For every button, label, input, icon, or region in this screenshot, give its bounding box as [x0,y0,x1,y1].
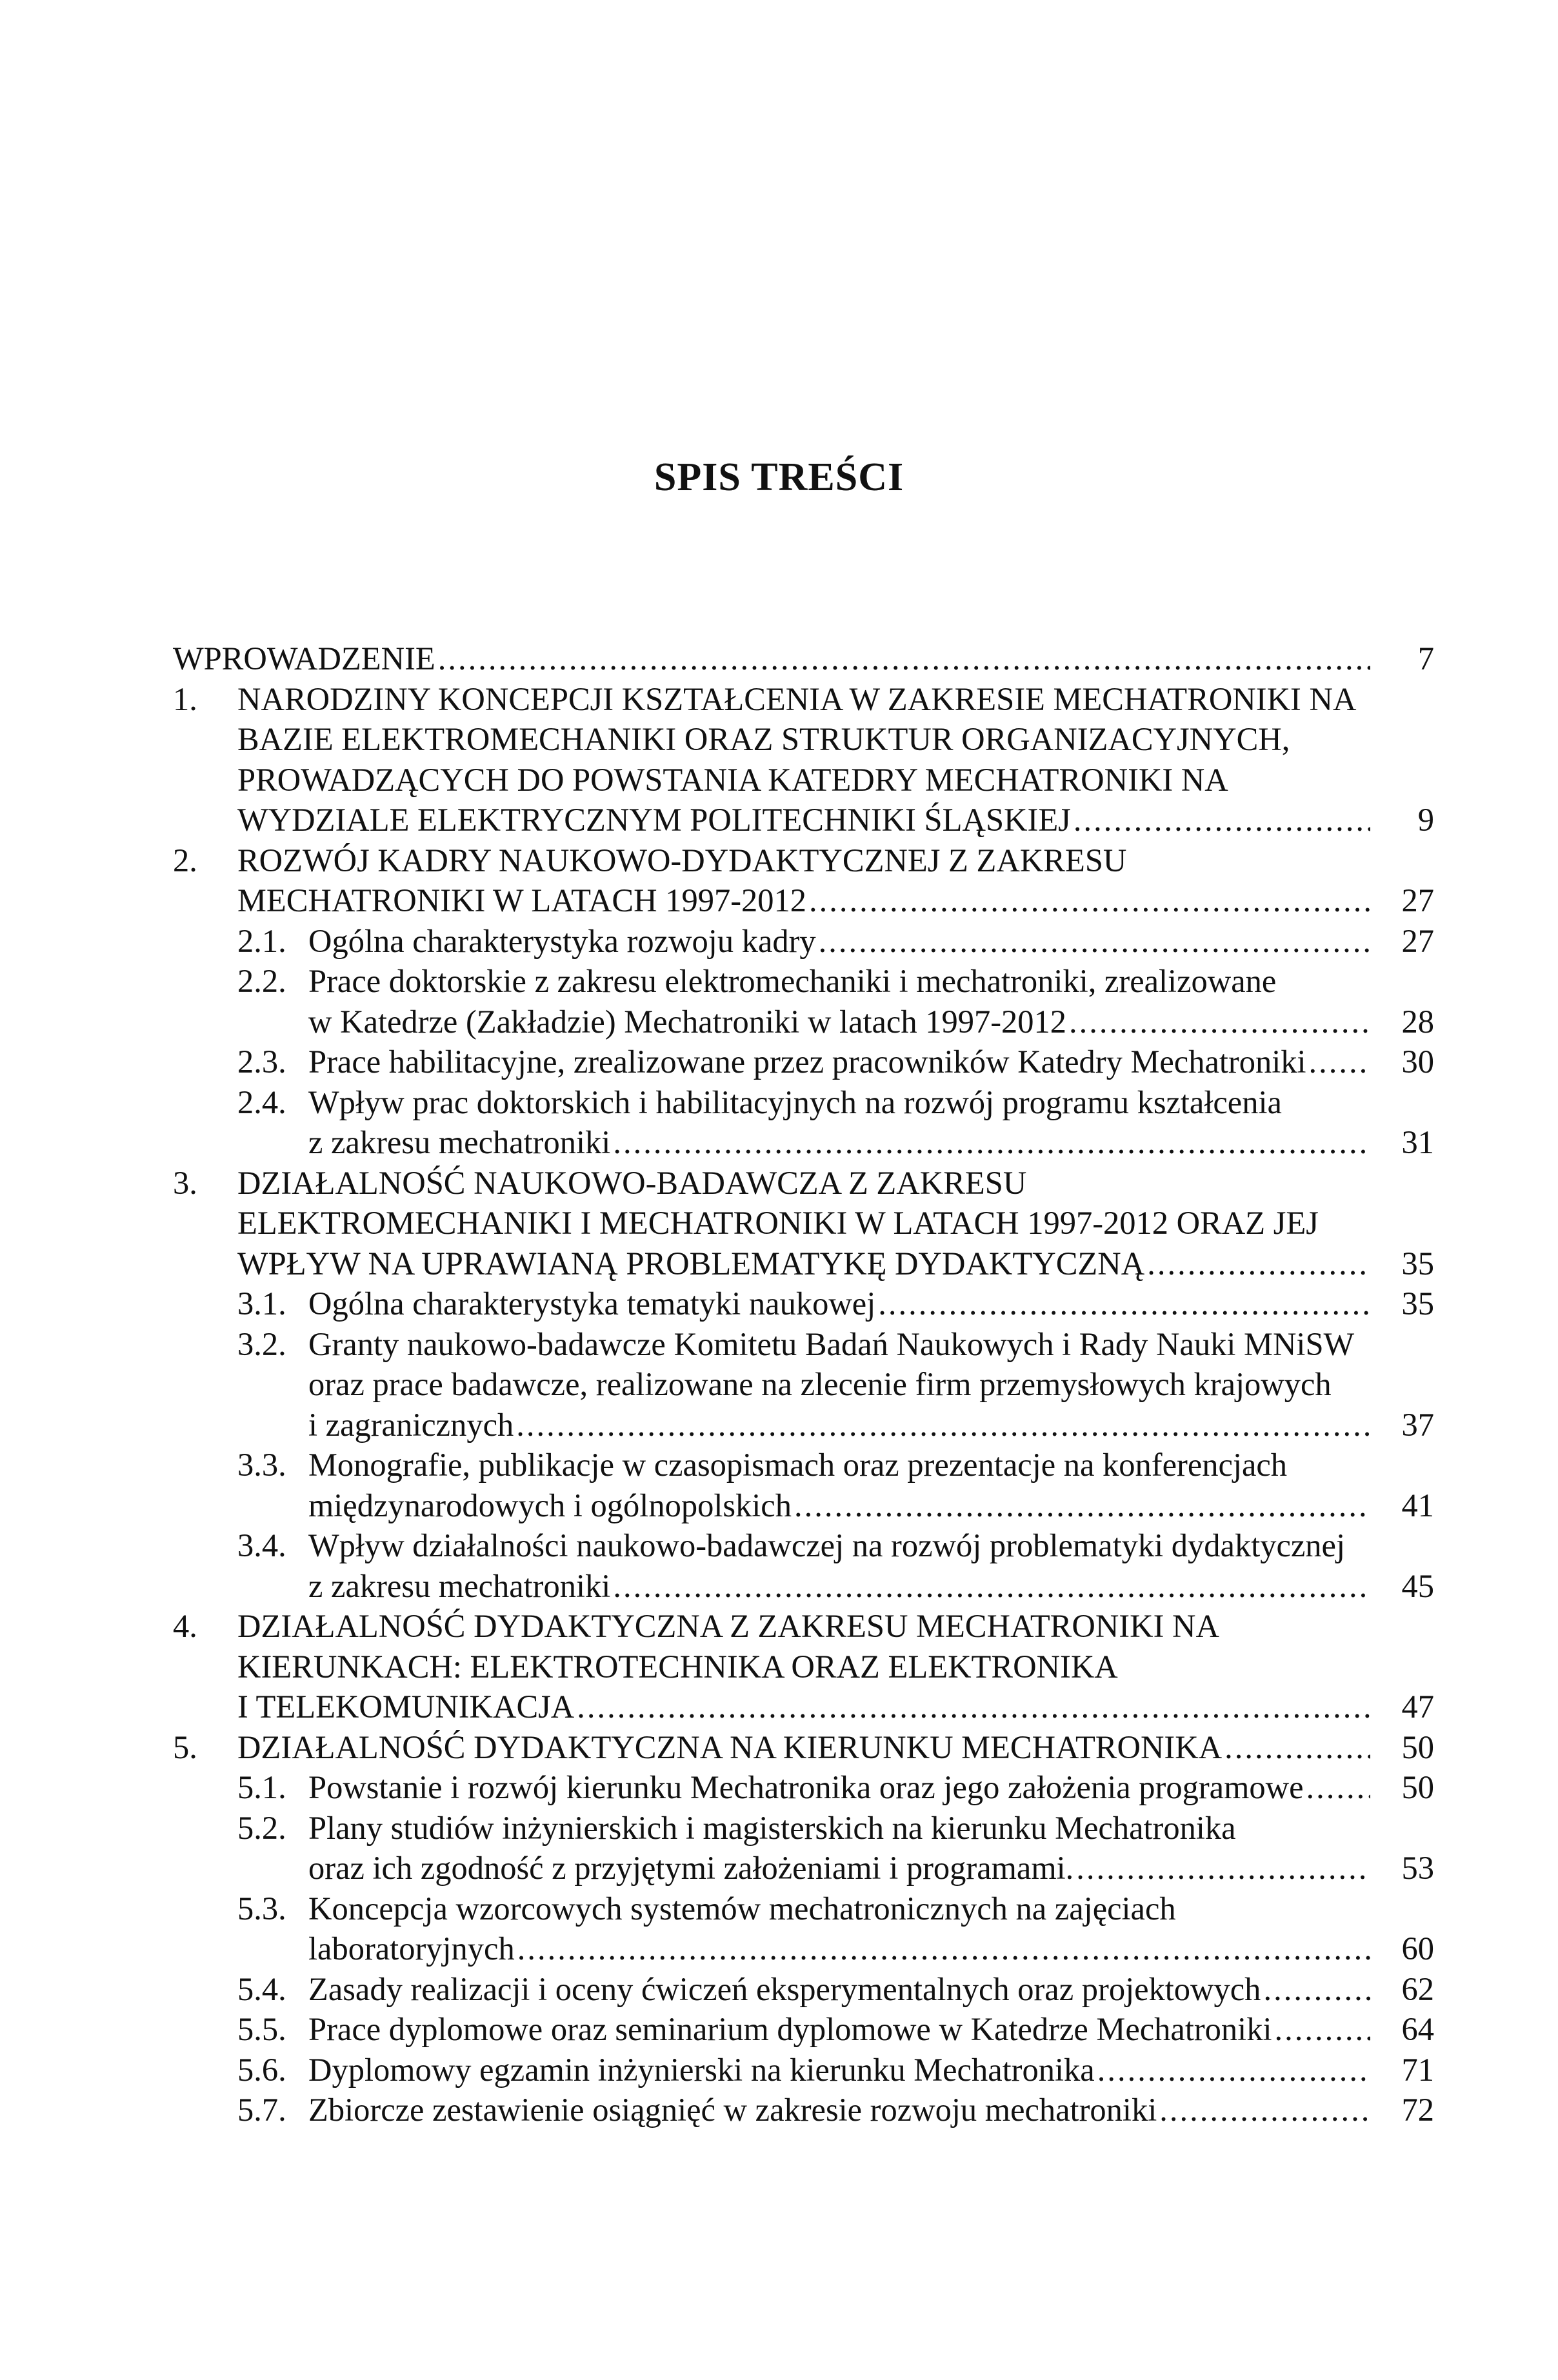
toc-entry-number: 5. [173,1729,197,1765]
toc-entry-title-line: Granty naukowo-badawcze Komitetu Badań Naukowych i Rady Nauki MNiSW [308,1325,1355,1362]
toc-entry-title-line: Prace dyplomowe oraz seminarium dyplomowe w Katedrze Mechatroniki [308,2011,1272,2047]
toc-entry-number: 5.1. [237,1769,286,1805]
toc-entry-title-line: oraz ich zgodność z przyjętymi założeniami i programami. [308,1850,1074,1886]
toc-entry[interactable] [173,1284,1434,1324]
toc-entry-page-number: 7 [1417,640,1434,677]
toc-entry-title-line: Prace habilitacyjne, zrealizowane przez pracowników Katedry Mechatroniki [308,1044,1306,1080]
toc-entry[interactable] [173,1727,1434,1768]
toc-entry-number: 4. [173,1608,197,1644]
toc-entry-page-number: 35 [1401,1245,1434,1282]
toc-entry[interactable] [173,840,1434,921]
toc-entry-title-line: Ogólna charakterystyka tematyki naukowej [308,1285,876,1322]
toc-entry-number: 5.5. [237,2011,286,2047]
toc-entry[interactable] [173,1808,1434,1889]
dot-leader [1306,1767,1371,1808]
dot-leader [1097,2050,1370,2090]
toc-entry-title-line: oraz prace badawcze, realizowane na zlecenie firm przemysłowych krajowych [308,1366,1332,1402]
toc-entry-title-line: Plany studiów inżynierskich i magisterskich na kierunku Mechatronika [308,1809,1236,1846]
dot-leader [1076,1848,1370,1889]
toc-entry[interactable] [173,1767,1434,1808]
toc-entry-title-line: w Katedrze (Zakładzie) Mechatroniki w latach 1997-2012 [308,1003,1067,1040]
toc-entry-title-line: WPROWADZENIE [173,640,435,677]
toc-entry-number: 5.3. [237,1890,286,1927]
toc-entry-page-number: 60 [1401,1930,1434,1967]
toc-entry-number: 5.7. [237,2092,286,2128]
toc-entry-title-line: BAZIE ELEKTROMECHANIKI ORAZ STRUKTUR ORGANIZACYJNYCH, [237,721,1290,757]
dot-leader [1074,800,1370,840]
toc-entry-number: 2. [173,842,197,878]
toc-entry[interactable] [173,921,1434,962]
toc-entry[interactable] [173,1606,1434,1727]
toc-entry-title-line: I TELEKOMUNIKACJA [237,1689,575,1725]
toc-entry-title-line: z zakresu mechatroniki [308,1567,611,1604]
toc-entry[interactable] [173,639,1434,679]
toc-entry[interactable] [173,2050,1434,2090]
dot-leader [878,1284,1370,1324]
toc-entry-title-line: Dyplomowy egzamin inżynierski na kierunku Mechatronika [308,2051,1095,2088]
toc-entry-number: 3.1. [237,1285,286,1322]
dot-leader [1147,1244,1370,1284]
dot-leader [1274,2009,1370,2050]
toc-entry[interactable] [173,1525,1434,1606]
toc-entry-title-line: Prace doktorskie z zakresu elektromechaniki i mechatroniki, zrealizowane [308,963,1277,999]
page-title: SPIS TREŚCI [654,455,904,499]
dot-leader [819,921,1370,962]
toc-entry[interactable] [173,1082,1434,1163]
dot-leader [1263,1969,1370,2010]
toc-entry-title-line: Powstanie i rozwój kierunku Mechatronika oraz jego założenia programowe [308,1769,1304,1805]
toc-entry-title-line: i zagranicznych [308,1406,514,1443]
toc-entry-page-number: 53 [1401,1850,1434,1886]
toc-entry-title-line: z zakresu mechatroniki [308,1124,611,1160]
toc-entry-title-line: PROWADZĄCYCH DO POWSTANIA KATEDRY MECHATRONIKI NA [237,761,1228,798]
toc-entry[interactable] [173,1324,1434,1445]
toc-entry-title-line: Wpływ prac doktorskich i habilitacyjnych na rozwój programu kształcenia [308,1084,1282,1120]
dot-leader [517,1929,1370,1969]
toc-entry-page-number: 35 [1401,1285,1434,1322]
toc-entry-page-number: 30 [1401,1044,1434,1080]
toc-entry-page-number: 50 [1401,1769,1434,1805]
table-of-contents [173,639,1434,2130]
toc-entry-number: 3.2. [237,1325,286,1362]
dot-leader [1309,1042,1370,1082]
toc-entry-title-line: międzynarodowych i ogólnopolskich [308,1487,792,1523]
toc-entry-title-line: DZIAŁALNOŚĆ DYDAKTYCZNA NA KIERUNKU MECHATRONIKA [237,1729,1223,1765]
toc-entry-title-line: MECHATRONIKI W LATACH 1997-2012 [237,882,807,918]
toc-entry-page-number: 72 [1401,2092,1434,2128]
toc-entry-number: 2.4. [237,1084,286,1120]
toc-entry[interactable] [173,1445,1434,1525]
toc-entry-page-number: 64 [1401,2011,1434,2047]
toc-entry-title-line: Zbiorcze zestawienie osiągnięć w zakresie rozwoju mechatroniki [308,2092,1157,2128]
toc-entry-title-line: Ogólna charakterystyka rozwoju kadry [308,922,816,959]
dot-leader [794,1485,1370,1526]
toc-entry-number: 2.2. [237,963,286,999]
toc-entry-title-line: Monografie, publikacje w czasopismach oraz prezentacje na konferencjach [308,1447,1288,1483]
toc-entry[interactable] [173,961,1434,1042]
toc-entry-title-line: DZIAŁALNOŚĆ DYDAKTYCZNA Z ZAKRESU MECHATRONIKI NA [237,1608,1219,1644]
toc-entry-number: 5.2. [237,1809,286,1846]
toc-entry[interactable] [173,1163,1434,1284]
toc-entry-title-line: KIERUNKACH: ELEKTROTECHNIKA ORAZ ELEKTRONIKA [237,1648,1118,1685]
toc-entry-page-number: 47 [1401,1689,1434,1725]
toc-entry-title-line: laboratoryjnych [308,1930,515,1967]
toc-entry-page-number: 37 [1401,1406,1434,1443]
toc-entry-page-number: 9 [1417,802,1434,838]
toc-entry-number: 3.4. [237,1527,286,1563]
dot-leader [1069,1002,1370,1042]
dot-leader [516,1405,1370,1445]
toc-entry-number: 5.6. [237,2051,286,2088]
toc-entry-page-number: 50 [1401,1729,1434,1765]
toc-entry-page-number: 28 [1401,1003,1434,1040]
toc-entry[interactable] [173,2009,1434,2050]
dot-leader [809,880,1370,921]
toc-entry-title-line: DZIAŁALNOŚĆ NAUKOWO-BADAWCZA Z ZAKRESU [237,1164,1027,1201]
toc-entry-title-line: WPŁYW NA UPRAWIANĄ PROBLEMATYKĘ DYDAKTYCZNĄ [237,1245,1145,1282]
dot-leader [613,1122,1370,1163]
toc-entry-page-number: 45 [1401,1567,1434,1604]
toc-entry[interactable] [173,1889,1434,1969]
dot-leader [1224,1727,1370,1768]
toc-entry-title-line: Koncepcja wzorcowych systemów mechatronicznych na zajęciach [308,1890,1176,1927]
toc-entry-page-number: 31 [1401,1124,1434,1160]
dot-leader [577,1687,1370,1727]
toc-entry-page-number: 71 [1401,2051,1434,2088]
toc-entry-number: 3.3. [237,1447,286,1483]
toc-entry-number: 1. [173,680,197,717]
toc-entry[interactable] [173,2090,1434,2130]
toc-entry-title-line: NARODZINY KONCEPCJI KSZTAŁCENIA W ZAKRESIE MECHATRONIKI NA [237,680,1357,717]
toc-entry-page-number: 62 [1401,1970,1434,2007]
dot-leader [438,639,1370,679]
toc-entry-title-line: Wpływ działalności naukowo-badawczej na rozwój problematyki dydaktycznej [308,1527,1345,1563]
toc-entry[interactable] [173,679,1434,840]
toc-entry[interactable] [173,1042,1434,1082]
dot-leader [613,1566,1370,1607]
toc-entry-number: 3. [173,1164,197,1201]
toc-entry-page-number: 27 [1401,922,1434,959]
toc-entry-number: 2.1. [237,922,286,959]
dot-leader [1159,2090,1370,2130]
toc-entry-title-line: Zasady realizacji i oceny ćwiczeń eksperymentalnych oraz projektowych [308,1970,1261,2007]
toc-entry-number: 5.4. [237,1970,286,2007]
toc-entry[interactable] [173,1969,1434,2010]
toc-entry-page-number: 41 [1401,1487,1434,1523]
toc-entry-title-line: WYDZIALE ELEKTRYCZNYM POLITECHNIKI ŚLĄSKIEJ [237,802,1071,838]
toc-entry-title-line: ROZWÓJ KADRY NAUKOWO-DYDAKTYCZNEJ Z ZAKRESU [237,842,1127,878]
toc-entry-number: 2.3. [237,1044,286,1080]
toc-entry-title-line: ELEKTROMECHANIKI I MECHATRONIKI W LATACH 1997-2012 ORAZ JEJ [237,1205,1319,1241]
toc-entry-page-number: 27 [1401,882,1434,918]
